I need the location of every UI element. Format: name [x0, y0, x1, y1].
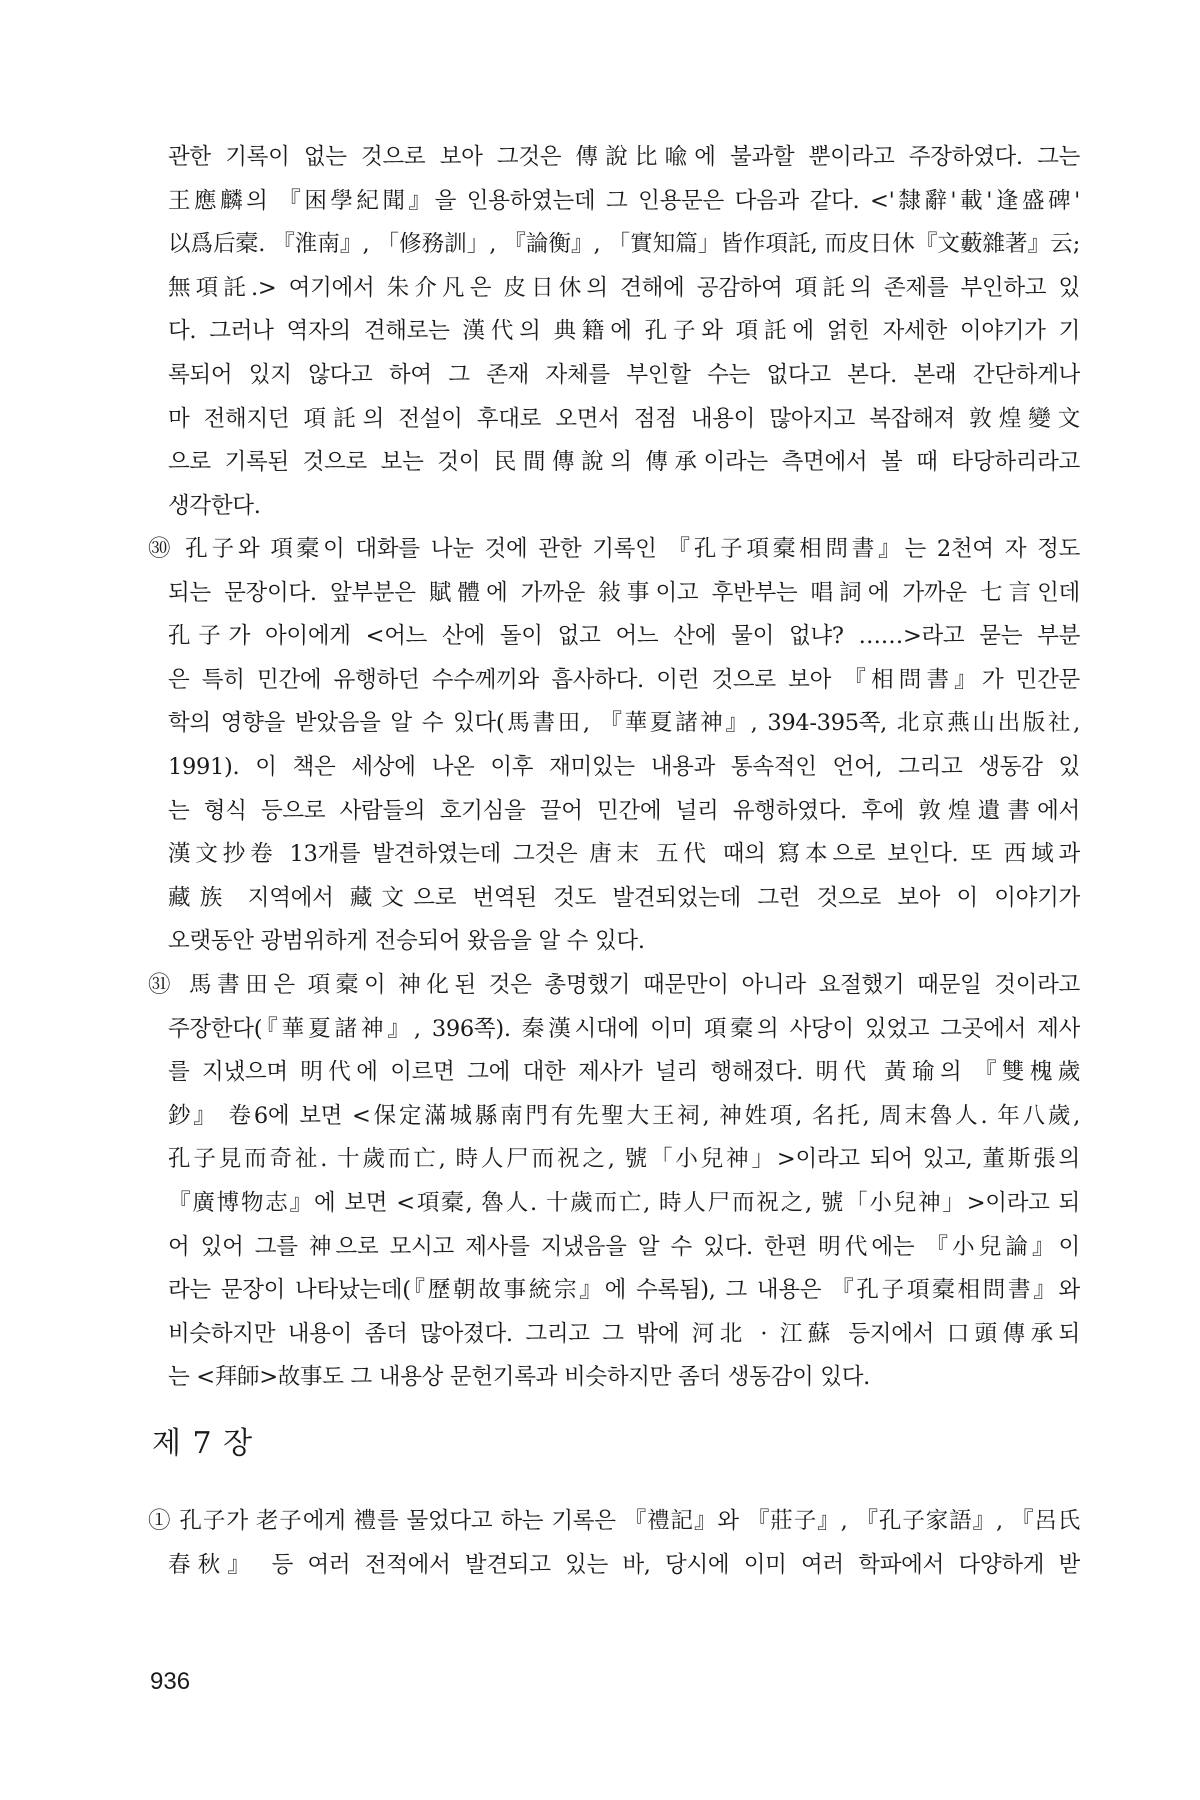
text-line: 학의 영향을 받았음을 알 수 있다(馬書田, 『華夏諸神』, 394-395쪽, 北京燕山出版社, — [168, 710, 1080, 737]
text-line: 孔子가 아이에게 <어느 산에 돌이 없고 어느 산에 물이 없냐? ……>라고 묻는 부분 — [168, 623, 1080, 650]
text-line: 다. 그러나 역자의 견해로는 漢代의 典籍에 孔子와 項託에 얽힌 자세한 이야기가 기 — [168, 318, 1080, 345]
note-30 — [148, 528, 1080, 964]
text-line: 주장한다(『華夏諸神』, 396쪽). 秦漢시대에 이미 項槖의 사당이 있었고 그곳에서 제사 — [168, 1015, 1080, 1042]
note-continuation — [168, 136, 1080, 528]
text-line: 되는 문장이다. 앞부분은 賦體에 가까운 敍事이고 후반부는 唱詞에 가까운 七言인데 — [168, 579, 1080, 606]
text-line: 無項託.> 여기에서 朱介凡은 皮日休의 견해에 공감하여 項託의 존제를 부인하고 있 — [168, 274, 1080, 301]
text-line: 생각한다. — [168, 492, 261, 519]
text-line: 漢文抄卷 13개를 발견하였는데 그것은 唐末 五代 때의 寫本으로 보인다. 또 西域과 — [168, 841, 1080, 868]
text-line: 는 형식 등으로 사람들의 호기심을 끌어 민간에 널리 유행하였다. 후에 敦煌遺書에서 — [168, 797, 1080, 824]
text-line: 王應麟의 『困學紀聞』을 인용하였는데 그 인용문은 다음과 같다. <'隸辭'載'逢盛碑' — [168, 187, 1080, 214]
text-line: 록되어 있지 않다고 하여 그 존재 자체를 부인할 수는 없다고 본다. 본래 간단하게나 — [168, 361, 1080, 388]
text-line: 으로 기록된 것으로 보는 것이 民間傳說의 傳承이라는 측면에서 볼 때 타당하리라고 — [168, 449, 1080, 476]
text-line: 비슷하지만 내용이 좀더 많아졌다. 그리고 그 밖에 河北 · 江蘇 등지에서 口頭傳承되 — [168, 1320, 1080, 1347]
page-number: 936 — [150, 1668, 191, 1695]
note-1 — [148, 1500, 1080, 1587]
text-line: 어 있어 그를 神으로 모시고 제사를 지냈음을 알 수 있다. 한편 明代에는 『小兒論』이 — [168, 1233, 1080, 1260]
text-line: 라는 문장이 나타났는데(『歷朝故事統宗』에 수록됨), 그 내용은 『孔子項槖相問書』와 — [168, 1277, 1080, 1304]
note-31 — [148, 964, 1080, 1400]
text-line: 는 <拜師>故事도 그 내용상 문헌기록과 비슷하지만 좀더 생동감이 있다. — [168, 1364, 871, 1391]
text-line: 鈔』 卷6에 보면 <保定滿城縣南門有先聖大王祠, 神姓項, 名托, 周末魯人. 年八歲, — [168, 1102, 1080, 1129]
text-line: ① 孔子가 老子에게 禮를 물었다고 하는 기록은 『禮記』와 『莊子』, 『孔子家語』, 『呂氏 — [148, 1508, 1080, 1534]
chapter-heading: 제 7 장 — [152, 1426, 254, 1461]
text-line: 藏族 지역에서 藏文으로 번역된 것도 발견되었는데 그런 것으로 보아 이 이야기가 — [168, 884, 1080, 911]
text-line: 孔子見而奇祉. 十歲而亡, 時人尸而祝之, 號「小兒神」>이라고 되어 있고, 董斯張의 — [168, 1146, 1080, 1173]
text-line: 를 지냈으며 明代에 이르면 그에 대한 제사가 널리 행해졌다. 明代 黃瑜의 『雙槐歲 — [168, 1059, 1080, 1086]
text-line: 관한 기록이 없는 것으로 보아 그것은 傳說比喩에 불과할 뿐이라고 주장하였다. 그는 — [168, 144, 1080, 170]
text-line: ㉚ 孔子와 項槖이 대화를 나눈 것에 관한 기록인 『孔子項槖相問書』는 2천여 자 정도 — [148, 536, 1080, 562]
text-line: ㉛ 馬書田은 項槖이 神化된 것은 총명했기 때문만이 아니라 요절했기 때문일 것이라고 — [148, 972, 1080, 998]
text-line: 오랫동안 광범위하게 전승되어 왔음을 알 수 있다. — [168, 928, 645, 955]
text-line: 은 특히 민간에 유행하던 수수께끼와 흡사하다. 이런 것으로 보아 『相問書』가 민간문 — [168, 666, 1080, 693]
text-line: 『廣博物志』에 보면 <項槖, 魯人. 十歲而亡, 時人尸而祝之, 號「小兒神」>이라고 되 — [168, 1189, 1080, 1216]
text-line: 1991). 이 책은 세상에 나온 이후 재미있는 내용과 통속적인 언어, 그리고 생동감 있 — [168, 753, 1080, 780]
text-line: 春秋』 등 여러 전적에서 발견되고 있는 바, 당시에 이미 여러 학파에서 다양하게 받 — [168, 1551, 1080, 1578]
text-line: 以爲后槖. 『淮南』, 「修務訓」, 『論衡』, 「實知篇」皆作項託, 而皮日休『文藪雜著』云; — [168, 231, 1080, 258]
text-line: 마 전해지던 項託의 전설이 후대로 오면서 점점 내용이 많아지고 복잡해져 敦煌變文 — [168, 405, 1080, 432]
